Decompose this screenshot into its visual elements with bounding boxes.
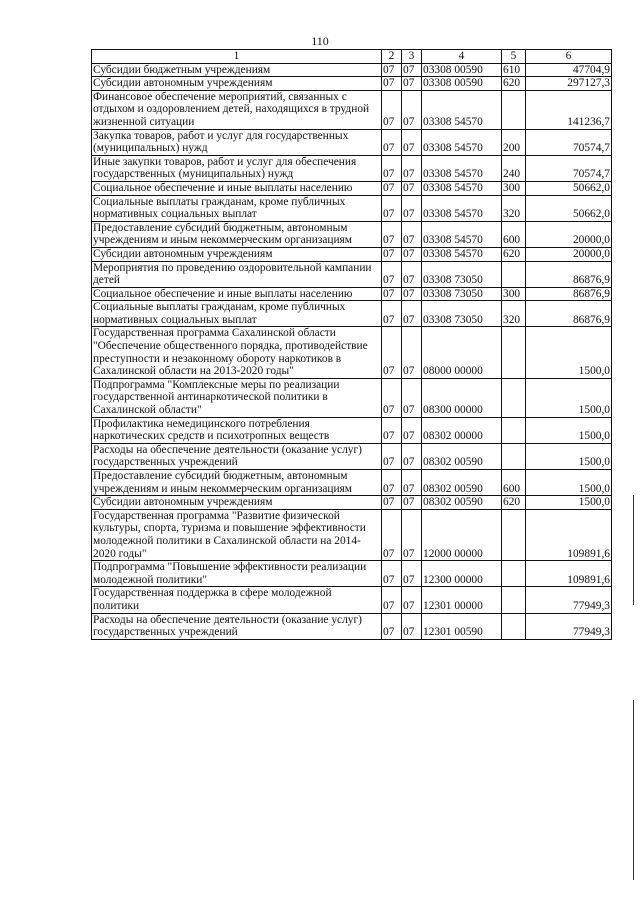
cell-c4: 12000 00000	[422, 509, 502, 560]
cell-c3: 07	[402, 443, 422, 469]
row-title-cell: Субсидии автономным учреждениям	[92, 77, 382, 91]
cell-c6: 47704,9	[526, 63, 612, 77]
cell-c4: 08302 00590	[422, 470, 502, 496]
row-title-cell: Подпрограмма "Повышение эффективности реализации молодежной политики"	[92, 561, 382, 587]
row-title-cell: Социальное обеспечение и иные выплаты населению	[92, 181, 382, 195]
cell-c2: 07	[382, 496, 402, 510]
table-row	[92, 417, 612, 443]
cell-c3: 07	[402, 287, 422, 301]
cell-c2: 07	[382, 509, 402, 560]
cell-c3: 07	[402, 247, 422, 261]
cell-c3: 07	[402, 509, 422, 560]
cell-c4: 03308 73050	[422, 301, 502, 327]
cell-c5: 300	[502, 181, 526, 195]
cell-c6: 70574,7	[526, 155, 612, 181]
cell-c5: 600	[502, 221, 526, 247]
column-header: 3	[402, 50, 422, 64]
row-title-cell: Расходы на обеспечение деятельности (оказание услуг) государственных учреждений	[92, 443, 382, 469]
cell-c6: 1500,0	[526, 378, 612, 417]
row-title-cell: Подпрограмма "Комплексные меры по реализации государственной антинаркотической политики в Сахалинской области"	[92, 378, 382, 417]
cell-c6: 50662,0	[526, 181, 612, 195]
cell-c6: 70574,7	[526, 129, 612, 155]
cell-c4: 03308 54570	[422, 90, 502, 129]
page-number: 110	[311, 34, 329, 48]
cell-c5	[502, 327, 526, 378]
cell-c4: 03308 54570	[422, 129, 502, 155]
cell-c3: 07	[402, 417, 422, 443]
row-title-cell: Профилактика немедицинского потребления наркотических средств и психотропных веществ	[92, 417, 382, 443]
cell-c2: 07	[382, 613, 402, 639]
table-row	[92, 587, 612, 613]
cell-c6: 86876,9	[526, 261, 612, 287]
cell-c2: 07	[382, 301, 402, 327]
cell-c5: 320	[502, 301, 526, 327]
row-title-cell: Социальные выплаты гражданам, кроме публичных нормативных социальных выплат	[92, 301, 382, 327]
cell-c2: 07	[382, 587, 402, 613]
row-title-cell: Социальные выплаты гражданам, кроме публичных нормативных социальных выплат	[92, 195, 382, 221]
cell-c2: 07	[382, 561, 402, 587]
cell-c3: 07	[402, 195, 422, 221]
cell-c2: 07	[382, 417, 402, 443]
cell-c6: 50662,0	[526, 195, 612, 221]
cell-c6: 20000,0	[526, 221, 612, 247]
table-row	[92, 287, 612, 301]
cell-c2: 07	[382, 221, 402, 247]
table-row	[92, 63, 612, 77]
cell-c4: 03308 00590	[422, 77, 502, 91]
cell-c3: 07	[402, 613, 422, 639]
scan-edge-mark	[633, 700, 634, 880]
table-row	[92, 496, 612, 510]
cell-c6: 1500,0	[526, 470, 612, 496]
row-title-cell: Субсидии бюджетным учреждениям	[92, 63, 382, 77]
cell-c6: 109891,6	[526, 509, 612, 560]
cell-c4: 03308 54570	[422, 181, 502, 195]
cell-c2: 07	[382, 90, 402, 129]
column-header: 2	[382, 50, 402, 64]
table-row	[92, 155, 612, 181]
cell-c4: 03308 54570	[422, 155, 502, 181]
cell-c3: 07	[402, 496, 422, 510]
cell-c3: 07	[402, 587, 422, 613]
cell-c3: 07	[402, 221, 422, 247]
row-title-cell: Государственная программа "Развитие физической культуры, спорта, туризма и повышение эффективности молодежной политики в Сахалинской области на 2014-2020 годы"	[92, 509, 382, 560]
column-header: 6	[526, 50, 612, 64]
cell-c6: 77949,3	[526, 587, 612, 613]
cell-c5	[502, 613, 526, 639]
cell-c2: 07	[382, 261, 402, 287]
cell-c6: 1500,0	[526, 327, 612, 378]
cell-c4: 12300 00000	[422, 561, 502, 587]
cell-c2: 07	[382, 155, 402, 181]
cell-c2: 07	[382, 470, 402, 496]
table-row	[92, 195, 612, 221]
cell-c6: 1500,0	[526, 417, 612, 443]
cell-c2: 07	[382, 77, 402, 91]
cell-c3: 07	[402, 470, 422, 496]
row-title-cell: Социальное обеспечение и иные выплаты населению	[92, 287, 382, 301]
cell-c5: 610	[502, 63, 526, 77]
cell-c5	[502, 378, 526, 417]
cell-c5: 620	[502, 496, 526, 510]
table-row	[92, 181, 612, 195]
cell-c4: 08300 00000	[422, 378, 502, 417]
cell-c4: 08302 00590	[422, 496, 502, 510]
cell-c6: 1500,0	[526, 496, 612, 510]
table-row	[92, 77, 612, 91]
row-title-cell: Государственная программа Сахалинской области "Обеспечение общественного порядка, противодействие преступности и незаконному обороту наркотиков в Сахалинской области на 2013-2020 годы"	[92, 327, 382, 378]
cell-c6: 1500,0	[526, 443, 612, 469]
cell-c6: 297127,3	[526, 77, 612, 91]
cell-c4: 03308 73050	[422, 261, 502, 287]
table-row	[92, 378, 612, 417]
table-row	[92, 470, 612, 496]
cell-c5	[502, 443, 526, 469]
cell-c4: 03308 73050	[422, 287, 502, 301]
cell-c4: 08302 00000	[422, 417, 502, 443]
table-row	[92, 301, 612, 327]
cell-c3: 07	[402, 181, 422, 195]
row-title-cell: Финансовое обеспечение мероприятий, связанных с отдыхом и оздоровлением детей, находящихся в трудной жизненной ситуации	[92, 90, 382, 129]
cell-c5: 620	[502, 247, 526, 261]
cell-c3: 07	[402, 378, 422, 417]
cell-c5	[502, 509, 526, 560]
cell-c2: 07	[382, 287, 402, 301]
cell-c6: 20000,0	[526, 247, 612, 261]
table-row	[92, 561, 612, 587]
column-header: 5	[502, 50, 526, 64]
cell-c3: 07	[402, 129, 422, 155]
scan-edge-mark	[633, 495, 634, 605]
cell-c4: 08302 00590	[422, 443, 502, 469]
cell-c4: 12301 00000	[422, 587, 502, 613]
cell-c3: 07	[402, 261, 422, 287]
table-row	[92, 129, 612, 155]
cell-c5	[502, 587, 526, 613]
cell-c3: 07	[402, 561, 422, 587]
table-row	[92, 247, 612, 261]
row-title-cell: Субсидии автономным учреждениям	[92, 496, 382, 510]
cell-c2: 07	[382, 181, 402, 195]
cell-c3: 07	[402, 155, 422, 181]
cell-c3: 07	[402, 77, 422, 91]
table-row	[92, 261, 612, 287]
cell-c4: 08000 00000	[422, 327, 502, 378]
cell-c2: 07	[382, 195, 402, 221]
table-row	[92, 509, 612, 560]
cell-c4: 12301 00590	[422, 613, 502, 639]
cell-c2: 07	[382, 327, 402, 378]
table-row	[92, 221, 612, 247]
cell-c2: 07	[382, 129, 402, 155]
cell-c6: 86876,9	[526, 301, 612, 327]
cell-c2: 07	[382, 63, 402, 77]
column-header: 1	[92, 50, 382, 64]
row-title-cell: Расходы на обеспечение деятельности (оказание услуг) государственных учреждений	[92, 613, 382, 639]
cell-c3: 07	[402, 63, 422, 77]
column-header: 4	[422, 50, 502, 64]
cell-c4: 03308 00590	[422, 63, 502, 77]
cell-c5: 200	[502, 129, 526, 155]
header-row	[92, 50, 612, 64]
row-title-cell: Мероприятия по проведению оздоровительной кампании детей	[92, 261, 382, 287]
cell-c4: 03308 54570	[422, 247, 502, 261]
cell-c3: 07	[402, 90, 422, 129]
cell-c3: 07	[402, 301, 422, 327]
cell-c6: 109891,6	[526, 561, 612, 587]
cell-c5: 320	[502, 195, 526, 221]
row-title-cell: Иные закупки товаров, работ и услуг для обеспечения государственных (муниципальных) нужд	[92, 155, 382, 181]
row-title-cell: Предоставление субсидий бюджетным, автономным учреждениям и иным некоммерческим организациям	[92, 470, 382, 496]
cell-c5	[502, 417, 526, 443]
cell-c5	[502, 261, 526, 287]
table-row	[92, 90, 612, 129]
table-row	[92, 327, 612, 378]
row-title-cell: Государственная поддержка в сфере молодежной политики	[92, 587, 382, 613]
table-row	[92, 443, 612, 469]
cell-c5	[502, 90, 526, 129]
cell-c5: 300	[502, 287, 526, 301]
cell-c5	[502, 561, 526, 587]
cell-c4: 03308 54570	[422, 195, 502, 221]
table-row	[92, 613, 612, 639]
cell-c2: 07	[382, 247, 402, 261]
cell-c2: 07	[382, 378, 402, 417]
cell-c3: 07	[402, 327, 422, 378]
cell-c6: 86876,9	[526, 287, 612, 301]
row-title-cell: Предоставление субсидий бюджетным, автономным учреждениям и иным некоммерческим организациям	[92, 221, 382, 247]
cell-c5: 600	[502, 470, 526, 496]
cell-c6: 77949,3	[526, 613, 612, 639]
budget-table	[91, 49, 612, 640]
cell-c4: 03308 54570	[422, 221, 502, 247]
cell-c5: 620	[502, 77, 526, 91]
row-title-cell: Закупка товаров, работ и услуг для государственных (муниципальных) нужд	[92, 129, 382, 155]
cell-c2: 07	[382, 443, 402, 469]
row-title-cell: Субсидии автономным учреждениям	[92, 247, 382, 261]
cell-c5: 240	[502, 155, 526, 181]
cell-c6: 141236,7	[526, 90, 612, 129]
